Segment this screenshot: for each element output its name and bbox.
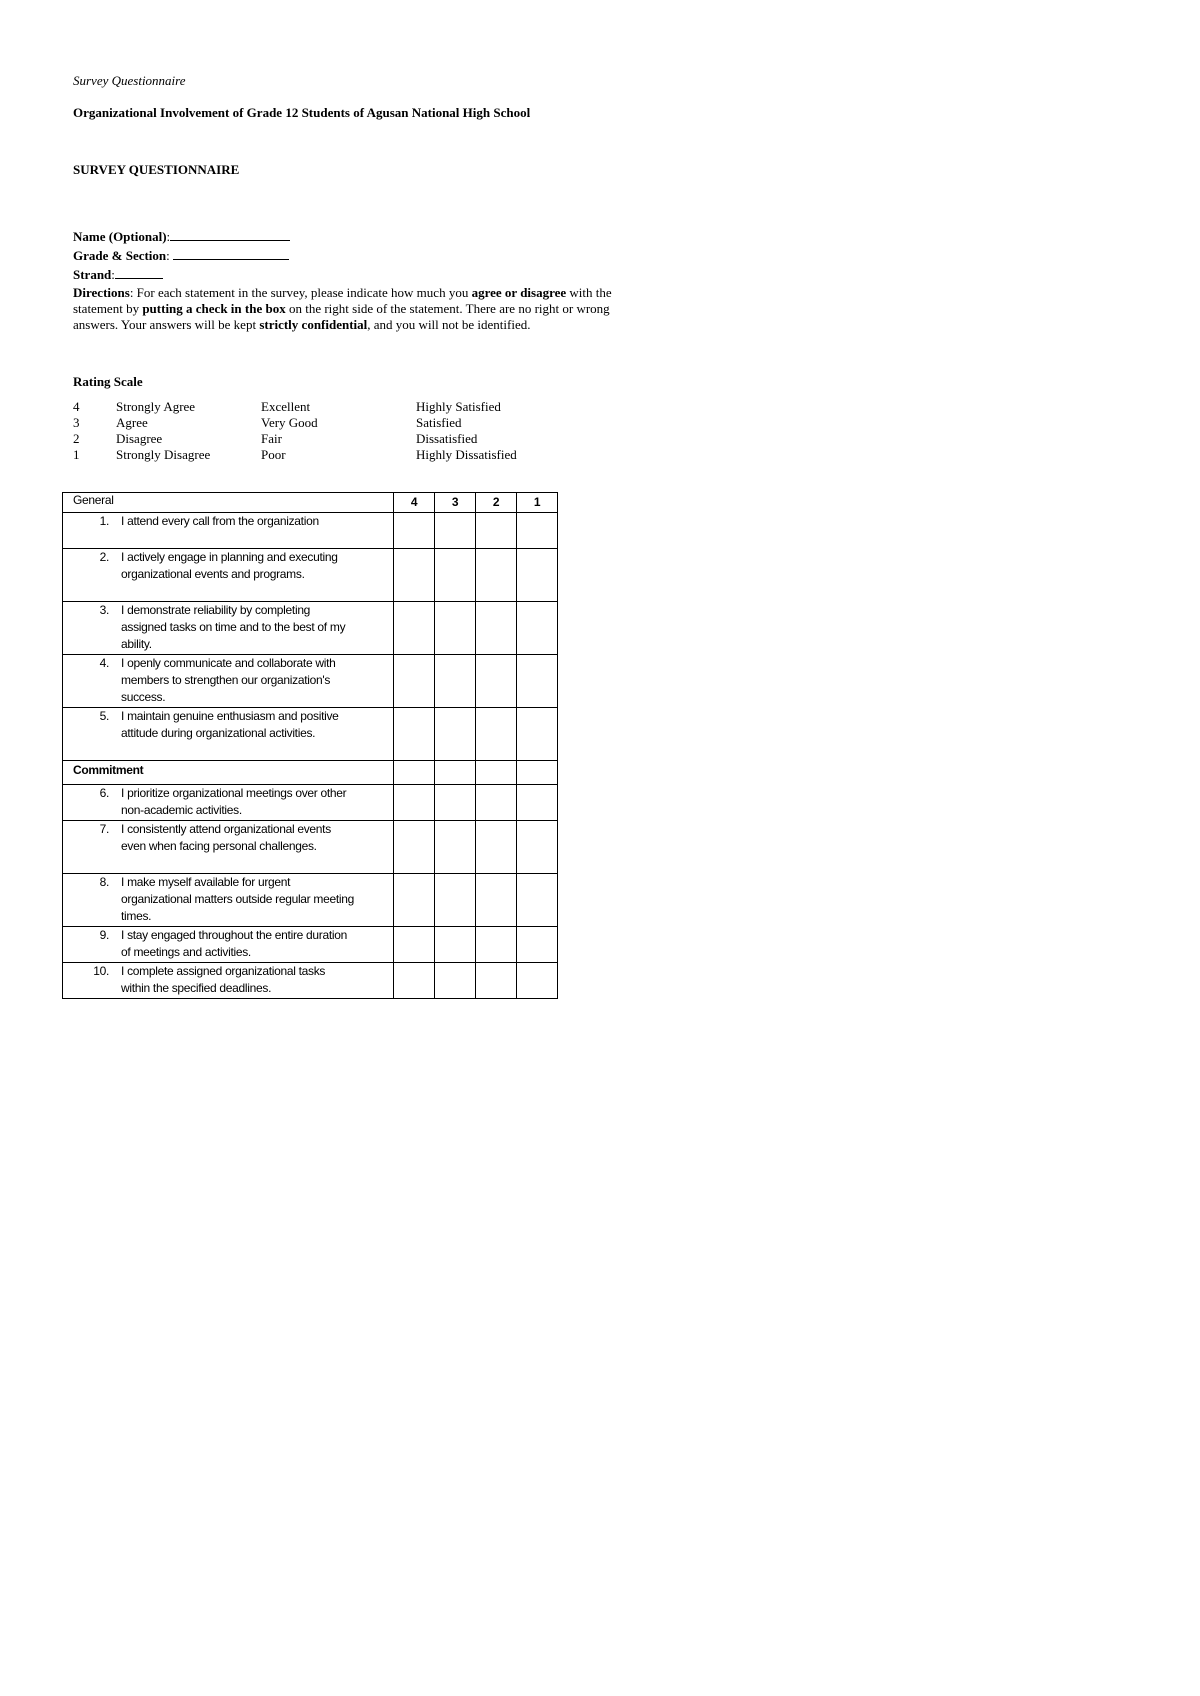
rating-checkbox-1[interactable] <box>517 708 558 761</box>
item-number: 6. <box>99 786 109 800</box>
directions-b2: putting a check in the box <box>142 301 286 316</box>
rating-checkbox-2[interactable] <box>476 602 517 655</box>
rating-checkbox-4[interactable] <box>394 549 435 602</box>
survey-table <box>62 492 558 999</box>
rating-checkbox-4[interactable] <box>394 708 435 761</box>
table-row <box>63 927 558 963</box>
table-row <box>63 821 558 874</box>
rating-header-4: 4 <box>394 493 435 513</box>
table-row <box>63 874 558 927</box>
table-row <box>63 655 558 708</box>
category-label: Commitment <box>63 761 394 785</box>
rating-checkbox-1[interactable] <box>517 513 558 549</box>
name-blank[interactable] <box>170 227 290 241</box>
item-number: 4. <box>99 656 109 670</box>
rating-checkbox-3[interactable] <box>435 874 476 927</box>
item-number: 9. <box>99 928 109 942</box>
name-sep: : <box>166 229 171 244</box>
item-number: 8. <box>99 875 109 889</box>
table-row <box>63 785 558 821</box>
rating-quality: Very Good <box>261 415 318 430</box>
grade-section-label: Grade & Section <box>73 248 167 263</box>
rating-checkbox-4[interactable] <box>394 513 435 549</box>
rating-header-2: 2 <box>476 493 517 513</box>
respondent-fields <box>73 227 290 284</box>
category-label: General <box>63 493 394 513</box>
rating-checkbox-1[interactable] <box>517 785 558 821</box>
rating-agreement: Disagree <box>116 431 163 446</box>
rating-checkbox-1[interactable] <box>517 655 558 708</box>
rating-header-3: 3 <box>435 493 476 513</box>
item-statement: I openly communicate and collaborate with members to strengthen our organization's success. <box>121 656 336 704</box>
item-number: 5. <box>99 709 109 723</box>
item-statement: I make myself available for urgent organizational matters outside regular meeting times. <box>121 875 355 923</box>
rating-checkbox-2[interactable] <box>476 549 517 602</box>
rating-row <box>73 415 556 431</box>
rating-checkbox-1[interactable] <box>517 927 558 963</box>
rating-checkbox-3[interactable] <box>435 655 476 708</box>
table-row <box>63 708 558 761</box>
rating-quality: Fair <box>261 431 282 446</box>
category-row-general <box>63 493 558 513</box>
strand-label: Strand <box>73 267 112 282</box>
rating-checkbox-3[interactable] <box>435 821 476 874</box>
rating-num: 2 <box>73 431 80 446</box>
rating-checkbox-2[interactable] <box>476 513 517 549</box>
name-field[interactable] <box>73 227 290 246</box>
rating-checkbox-2[interactable] <box>476 821 517 874</box>
item-number: 1. <box>99 514 109 528</box>
directions-p2: with the statement by <box>73 285 612 316</box>
rating-satisfaction: Dissatisfied <box>416 431 478 446</box>
rating-checkbox-3[interactable] <box>435 708 476 761</box>
rating-checkbox-3[interactable] <box>435 785 476 821</box>
rating-checkbox-1[interactable] <box>517 963 558 999</box>
rating-checkbox-3[interactable] <box>435 927 476 963</box>
strand-blank[interactable] <box>115 265 163 279</box>
table-row <box>63 602 558 655</box>
rating-checkbox-4[interactable] <box>394 655 435 708</box>
rating-row <box>73 447 556 463</box>
rating-quality: Excellent <box>261 399 311 414</box>
rating-checkbox-3[interactable] <box>435 602 476 655</box>
rating-checkbox-3[interactable] <box>435 549 476 602</box>
grade-section-sep: : <box>166 248 174 263</box>
rating-scale-title: Rating Scale <box>73 374 143 389</box>
rating-checkbox-4[interactable] <box>394 874 435 927</box>
directions-lead: Directions <box>73 285 130 300</box>
grade-section-field[interactable] <box>73 246 290 265</box>
table-row <box>63 963 558 999</box>
rating-checkbox-2[interactable] <box>476 874 517 927</box>
item-statement: I maintain genuine enthusiasm and positive attitude during organizational activities. <box>121 709 339 740</box>
item-statement: I attend every call from the organization <box>121 514 319 528</box>
rating-checkbox-2[interactable] <box>476 708 517 761</box>
item-number: 7. <box>99 822 109 836</box>
rating-checkbox-1[interactable] <box>517 874 558 927</box>
table-row <box>63 513 558 549</box>
item-statement: I stay engaged throughout the entire duration of meetings and activities. <box>121 928 348 959</box>
rating-checkbox-2[interactable] <box>476 655 517 708</box>
directions-b1: agree or disagree <box>471 285 567 300</box>
rating-checkbox-1[interactable] <box>517 602 558 655</box>
rating-checkbox-3[interactable] <box>435 963 476 999</box>
survey-heading: SURVEY QUESTIONNAIRE <box>73 162 240 177</box>
rating-agreement: Agree <box>116 415 148 430</box>
grade-section-blank[interactable] <box>173 246 289 260</box>
rating-num: 4 <box>73 399 80 414</box>
rating-quality: Poor <box>261 447 286 462</box>
rating-row <box>73 399 556 415</box>
directions-p4: , and you will not be identified. <box>367 317 531 332</box>
rating-checkbox-1[interactable] <box>517 821 558 874</box>
rating-checkbox-4[interactable] <box>394 963 435 999</box>
rating-checkbox-1[interactable] <box>517 549 558 602</box>
category-row-commitment <box>63 761 558 785</box>
item-number: 10. <box>93 964 109 978</box>
rating-checkbox-2[interactable] <box>476 785 517 821</box>
table-row <box>63 549 558 602</box>
item-number: 3. <box>99 603 109 617</box>
item-statement: I actively engage in planning and executing organizational events and programs. <box>121 550 338 581</box>
rating-num: 3 <box>73 415 80 430</box>
rating-checkbox-4[interactable] <box>394 927 435 963</box>
rating-scale-table <box>73 399 556 463</box>
rating-agreement: Strongly Disagree <box>116 447 211 462</box>
item-statement: I consistently attend organizational events even when facing personal challenges. <box>121 822 331 853</box>
rating-header-1: 1 <box>517 493 558 513</box>
directions-p3: on the right side of the statement. There are no right or wrong answers. Your answers will be kept <box>73 301 610 332</box>
rating-checkbox-4[interactable] <box>394 821 435 874</box>
rating-checkbox-2[interactable] <box>476 963 517 999</box>
rating-checkbox-4[interactable] <box>394 602 435 655</box>
rating-agreement: Strongly Agree <box>116 399 196 414</box>
strand-sep: : <box>111 267 115 282</box>
item-statement: I demonstrate reliability by completing assigned tasks on time and to the best of my ability. <box>121 603 346 651</box>
rating-satisfaction: Satisfied <box>416 415 462 430</box>
item-statement: I complete assigned organizational tasks within the specified deadlines. <box>121 964 326 995</box>
directions-b3: strictly confidential <box>259 317 368 332</box>
rating-checkbox-3[interactable] <box>435 513 476 549</box>
rating-num: 1 <box>73 447 80 462</box>
strand-field[interactable] <box>73 265 290 284</box>
item-statement: I prioritize organizational meetings over other non-academic activities. <box>121 786 347 817</box>
header-note: Survey Questionnaire <box>73 73 186 88</box>
rating-checkbox-2[interactable] <box>476 927 517 963</box>
directions-p1: : For each statement in the survey, please indicate how much you <box>129 285 472 300</box>
item-number: 2. <box>99 550 109 564</box>
rating-row <box>73 431 556 447</box>
name-label: Name (Optional) <box>73 229 167 244</box>
rating-satisfaction: Highly Dissatisfied <box>416 447 517 462</box>
directions <box>73 285 613 333</box>
rating-satisfaction: Highly Satisfied <box>416 399 501 414</box>
rating-checkbox-4[interactable] <box>394 785 435 821</box>
document-title: Organizational Involvement of Grade 12 Students of Agusan National High School <box>73 105 531 120</box>
